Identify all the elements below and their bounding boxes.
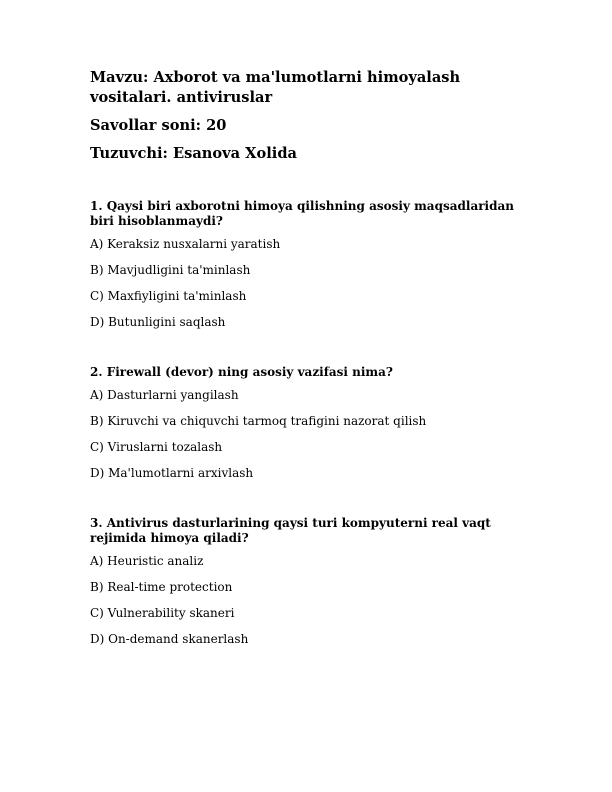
question-text: 3. Antivirus dasturlarining qaysi turi kompyuterni real vaqt rejimida himoya qiladi?: [90, 516, 491, 545]
option-c: C) Maxfiyligini ta'minlash: [90, 289, 247, 303]
option-a: A) Keraksiz nusxalarni yaratish: [90, 237, 281, 251]
option-a: A) Heuristic analiz: [90, 554, 204, 568]
option-a: A) Dasturlarni yangilash: [90, 388, 239, 402]
question-3: [90, 516, 530, 647]
question-count: Savollar soni: 20: [90, 117, 227, 134]
question-text: 2. Firewall (devor) ning asosiy vazifasi nima?: [90, 365, 393, 379]
document-content: [90, 68, 530, 658]
option-b: B) Real-time protection: [90, 580, 233, 594]
author: Tuzuvchi: Esanova Xolida: [90, 145, 297, 162]
option-d: D) Ma'lumotlarni arxivlash: [90, 466, 254, 480]
option-d: D) Butunligini saqlash: [90, 315, 226, 329]
question-2: [90, 365, 530, 481]
question-text: 1. Qaysi biri axborotni himoya qilishning asosiy maqsadlaridan biri hisoblanmaydi?: [90, 199, 514, 228]
question-1: [90, 199, 530, 330]
option-d: D) On-demand skanerlash: [90, 632, 249, 646]
option-c: C) Vulnerability skaneri: [90, 606, 235, 620]
option-b: B) Mavjudligini ta'minlash: [90, 263, 251, 277]
topic-title: Mavzu: Axborot va ma'lumotlarni himoyalash vositalari. antiviruslar: [90, 69, 461, 106]
option-b: B) Kiruvchi va chiquvchi tarmoq trafigini nazorat qilish: [90, 414, 427, 428]
option-c: C) Viruslarni tozalash: [90, 440, 223, 454]
